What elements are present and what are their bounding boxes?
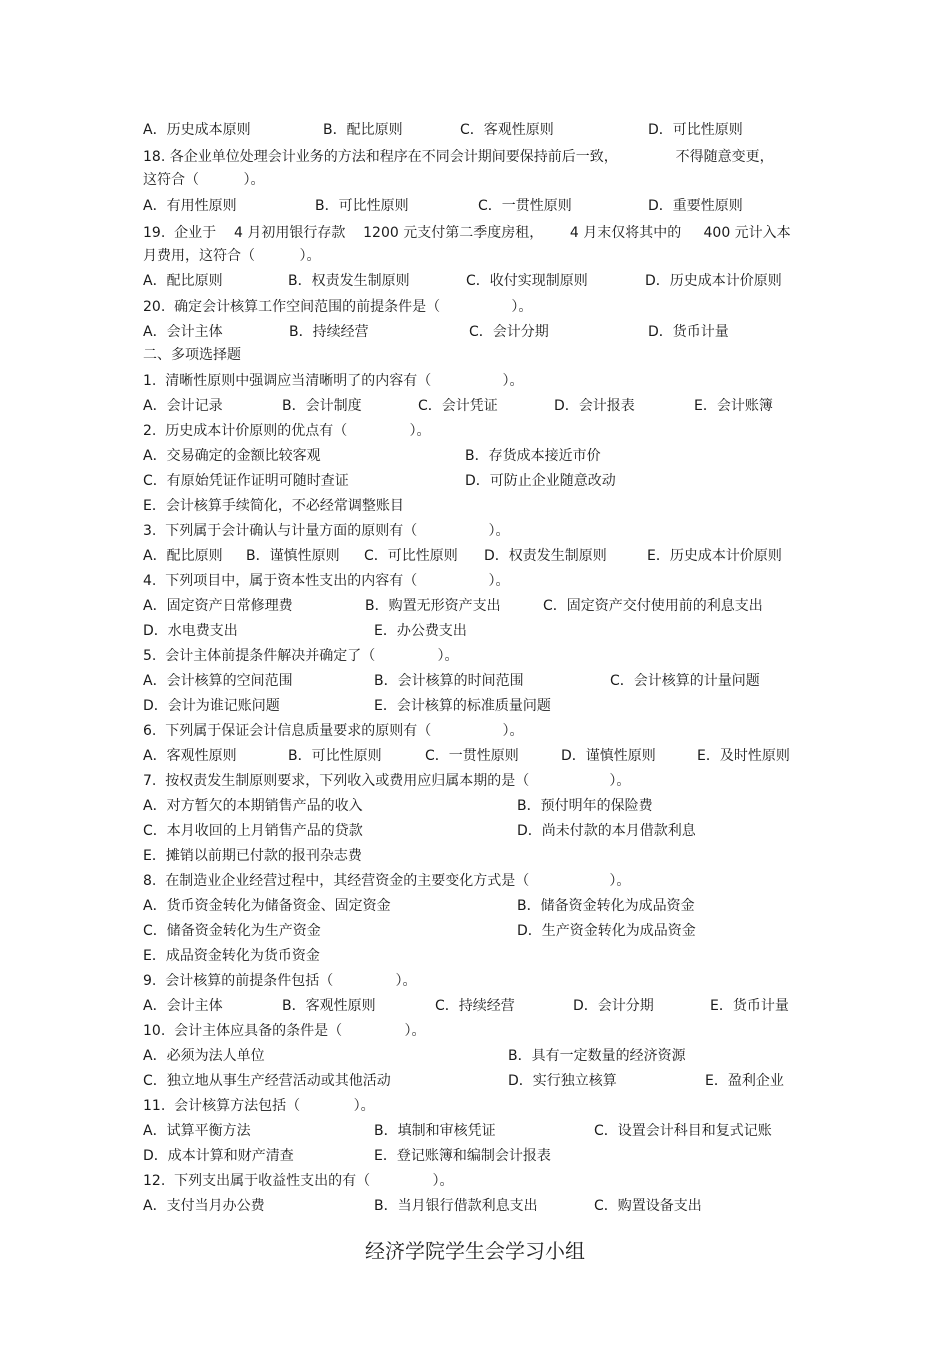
option-text: A．货币资金转化为储备资金、固定资金 [143,898,391,914]
option-text: D．成本计算和财产清查 [143,1148,294,1164]
option-text: E．会计账簿 [694,398,773,414]
option-text: D．可比性原则 [648,122,743,138]
question-text [143,645,823,667]
question-text-content: 2. 历史成本计价原则的优点有（ ）。 [143,423,431,439]
option-text: B．预付明年的保险费 [517,798,653,814]
option-text: D．货币计量 [648,324,729,340]
option-text: D．实行独立核算 [508,1073,617,1089]
question-text [143,222,823,244]
option-text: B．可比性原则 [288,748,382,764]
question-text [143,970,823,992]
option-text: D．会计分期 [573,998,654,1014]
question-text [143,495,823,517]
question-text-content: 7. 按权责发生制原则要求，下列收入或费用应归属本期的是（ ）。 [143,773,631,789]
option-text: B．会计核算的时间范围 [374,673,524,689]
question-text-content: 8. 在制造业企业经营过程中，其经营资金的主要变化方式是（ ）。 [143,873,631,889]
option-text: A．支付当月办公费 [143,1198,265,1214]
question-text-content: 12. 下列支出属于收益性支出的有（ ）。 [143,1173,454,1189]
question-text [143,570,823,592]
option-text: A．配比原则 [143,548,223,564]
question-text [143,420,823,442]
option-text: C．设置会计科目和复式记账 [594,1123,772,1139]
option-text: D．谨慎性原则 [561,748,656,764]
option-text: A．会计主体 [143,998,223,1014]
question-text [143,845,823,867]
option-text: B．配比原则 [323,122,403,138]
question-text-content: 这符合（ ）。 [143,172,265,188]
option-text: D．权责发生制原则 [484,548,607,564]
question-text-content: 10. 会计主体应具备的条件是（ ）。 [143,1023,426,1039]
question-text [143,520,823,542]
option-text: B．填制和审核凭证 [374,1123,496,1139]
option-text: B．可比性原则 [315,198,409,214]
option-text: C．固定资产交付使用前的利息支出 [543,598,763,614]
question-text [143,770,823,792]
question-text [143,945,823,967]
option-text: C．购置设备支出 [594,1198,702,1214]
option-text: A．试算平衡方法 [143,1123,251,1139]
option-text: C．独立地从事生产经营活动或其他活动 [143,1073,391,1089]
option-text: D．水电费支出 [143,623,238,639]
question-text-content: 3. 下列属于会计确认与计量方面的原则有（ ）。 [143,523,510,539]
option-text: C．本月收回的上月销售产品的贷款 [143,823,363,839]
question-text-content: 18. 各企业单位处理会计业务的方法和程序在不同会计期间要保持前后一致， 不得随意变更， [143,149,774,165]
question-text [143,146,823,168]
option-text: B．购置无形资产支出 [365,598,501,614]
option-text: C．收付实现制原则 [466,273,588,289]
option-text: B．会计制度 [282,398,362,414]
option-text: E．盈利企业 [705,1073,784,1089]
question-text-content: 11. 会计核算方法包括（ ）。 [143,1098,375,1114]
option-text: D．生产资金转化为成品资金 [517,923,696,939]
question-text [143,1170,823,1192]
option-text: E．会计核算的标准质量问题 [374,698,551,714]
page-footer: 经济学院学生会学习小组 [365,1239,585,1263]
option-text: A．会计核算的空间范围 [143,673,293,689]
question-text [143,720,823,742]
question-text [143,344,823,366]
option-text: B．客观性原则 [282,998,376,1014]
option-text: D．历史成本计价原则 [645,273,782,289]
question-text-content: 5. 会计主体前提条件解决并确定了（ ）。 [143,648,459,664]
option-text: E．登记账簿和编制会计报表 [374,1148,551,1164]
option-text: B．权责发生制原则 [288,273,410,289]
question-text-content: 6. 下列属于保证会计信息质量要求的原则有（ ）。 [143,723,524,739]
question-text [143,370,823,392]
option-text: A．交易确定的金额比较客观 [143,448,321,464]
option-text: B．具有一定数量的经济资源 [508,1048,686,1064]
option-text: A．必须为法人单位 [143,1048,265,1064]
option-text: B．存货成本接近市价 [465,448,601,464]
option-text: D．重要性原则 [648,198,743,214]
question-text [143,1095,823,1117]
option-text: B．当月银行借款利息支出 [374,1198,538,1214]
option-text: D．会计为谁记账问题 [143,698,280,714]
option-text: C．可比性原则 [364,548,458,564]
question-text-content: E．会计核算手续简化，不必经常调整账目 [143,498,404,514]
option-text: A．固定资产日常修理费 [143,598,293,614]
question-text-content: 月费用，这符合（ ）。 [143,248,321,264]
option-text: D．可防止企业随意改动 [465,473,616,489]
option-text: E．货币计量 [710,998,789,1014]
option-text: C．会计凭证 [418,398,498,414]
option-text: A．会计记录 [143,398,223,414]
option-text: A．有用性原则 [143,198,237,214]
question-text-content: 1. 清晰性原则中强调应当清晰明了的内容有（ ）。 [143,373,524,389]
option-text: C．一贯性原则 [425,748,519,764]
question-text-content: 9. 会计核算的前提条件包括（ ）。 [143,973,417,989]
option-text: A．历史成本原则 [143,122,251,138]
option-text: A．客观性原则 [143,748,237,764]
option-text: B．谨慎性原则 [246,548,340,564]
question-text [143,245,823,267]
option-text: C．持续经营 [435,998,515,1014]
question-text-content: 4. 下列项目中，属于资本性支出的内容有（ ）。 [143,573,510,589]
question-text-content: 二、多项选择题 [143,347,241,363]
option-text: D．会计报表 [554,398,635,414]
question-text-content: E．成品资金转化为货币资金 [143,948,320,964]
question-text [143,870,823,892]
option-text: A．会计主体 [143,324,223,340]
option-text: E．及时性原则 [697,748,790,764]
option-text: C．储备资金转化为生产资金 [143,923,321,939]
option-text: A．对方暂欠的本期销售产品的收入 [143,798,363,814]
option-text: B．储备资金转化为成品资金 [517,898,695,914]
question-text-content: E．摊销以前期已付款的报刊杂志费 [143,848,362,864]
option-text: E．历史成本计价原则 [647,548,782,564]
question-text-content: 19. 企业于 4 月初用银行存款 1200 元支付第二季度房租， 4 月末仅将其中的 400 元计入本 [143,225,791,241]
option-text: D．尚未付款的本月借款利息 [517,823,696,839]
option-text: E．办公费支出 [374,623,467,639]
option-text: C．有原始凭证作证明可随时查证 [143,473,349,489]
question-text [143,296,823,318]
question-text [143,169,823,191]
option-text: A．配比原则 [143,273,223,289]
option-text: C．一贯性原则 [478,198,572,214]
question-text [143,1020,823,1042]
option-text: C．会计核算的计量问题 [610,673,760,689]
option-text: C．客观性原则 [460,122,554,138]
question-text-content: 20. 确定会计核算工作空间范围的前提条件是（ ）。 [143,299,533,315]
option-text: C．会计分期 [469,324,549,340]
option-text: B．持续经营 [289,324,369,340]
